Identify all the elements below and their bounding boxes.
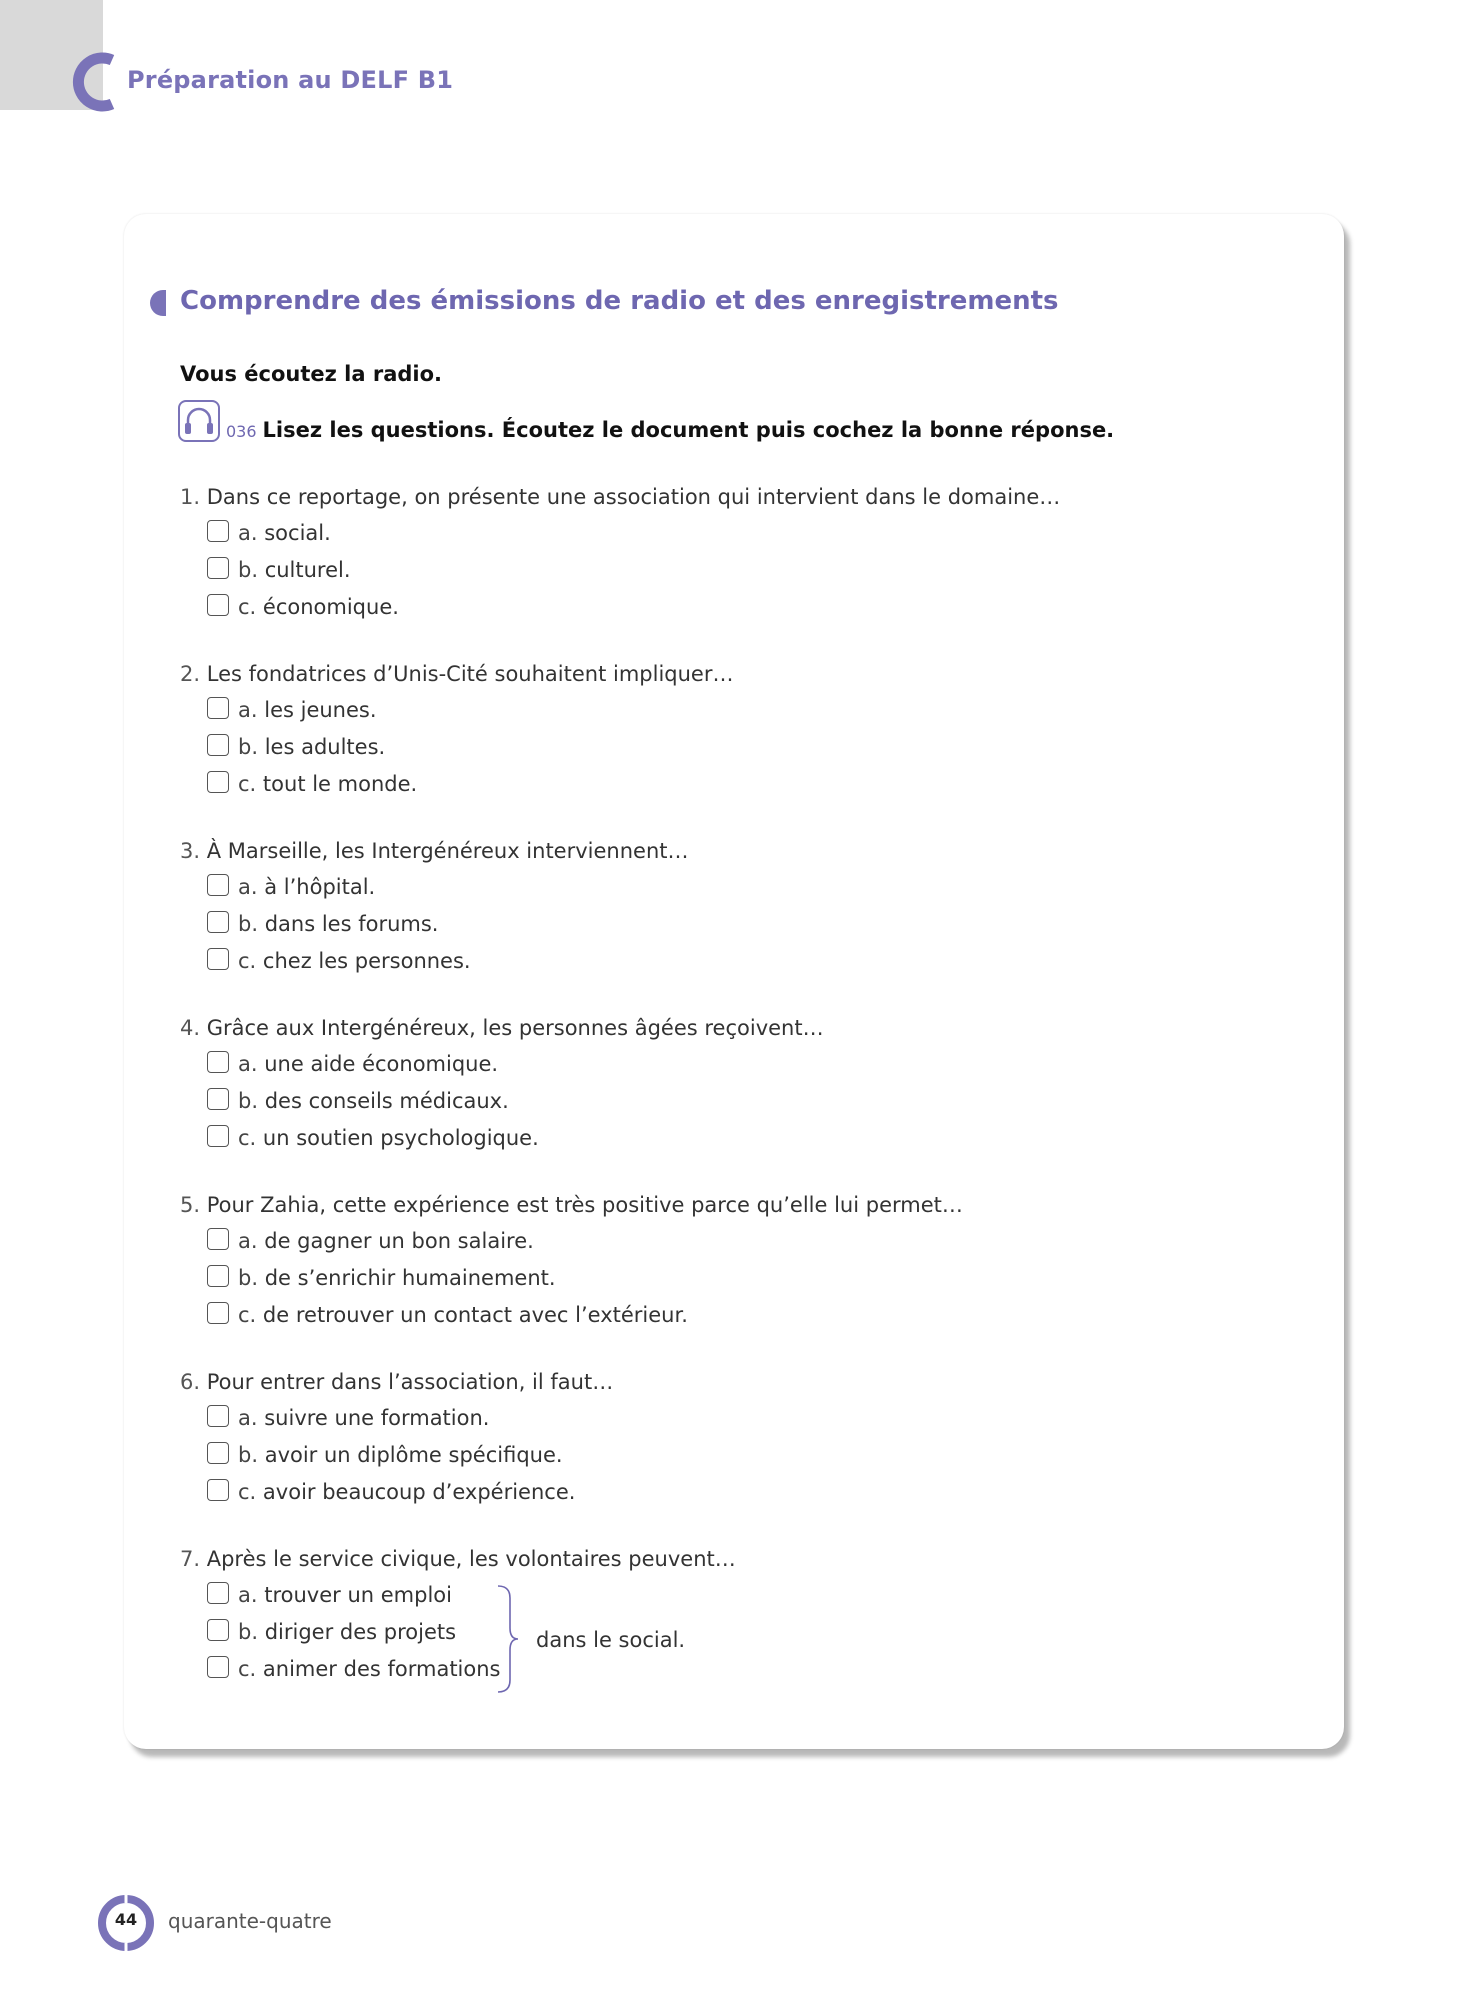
checkbox[interactable] [207,1088,229,1110]
option-text: dans les forums. [264,912,439,936]
instruction-line [226,418,1114,442]
option-letter: a. [238,521,258,545]
question-text [180,1013,1300,1049]
question-text [180,1367,1300,1403]
question-number: 4. [180,1016,201,1040]
section-title: Comprendre des émissions de radio et des enregistrements [180,286,1059,316]
question-text [180,1190,1300,1226]
option-text: des conseils médicaux. [264,1089,509,1113]
option-a[interactable] [180,695,1300,732]
option-letter: b. [238,1620,259,1644]
option-letter: b. [238,912,259,936]
option-a[interactable] [180,518,1300,555]
option-b[interactable] [180,1440,1300,1477]
option-text: trouver un emploi [264,1583,452,1607]
checkbox[interactable] [207,1265,229,1287]
question-number: 5. [180,1193,201,1217]
track-number: 036 [226,422,257,441]
option-letter: a. [238,698,258,722]
option-c[interactable] [180,592,1300,629]
option-text: économique. [262,595,399,619]
question-prompt: Grâce aux Intergénéreux, les personnes âgées reçoivent… [206,1016,824,1040]
question-1 [180,482,1300,659]
option-text: un soutien psychologique. [262,1126,539,1150]
headphone-icon[interactable] [178,400,220,442]
option-b[interactable] [180,555,1300,592]
header-arc-icon [70,52,130,112]
option-letter: b. [238,1266,259,1290]
checkbox[interactable] [207,520,229,542]
option-letter: a. [238,1229,258,1253]
option-letter: c. [238,1657,257,1681]
question-4 [180,1013,1300,1190]
option-a[interactable] [180,1049,1300,1086]
option-letter: c. [238,949,257,973]
option-letter: a. [238,1052,258,1076]
option-letter: a. [238,1583,258,1607]
question-7 [180,1544,1300,1721]
checkbox[interactable] [207,771,229,793]
option-b[interactable] [180,1086,1300,1123]
question-5 [180,1190,1300,1367]
question-prompt: Pour entrer dans l’association, il faut… [206,1370,614,1394]
question-text [180,659,1300,695]
question-list [180,482,1300,1721]
option-letter: c. [238,1126,257,1150]
checkbox[interactable] [207,594,229,616]
checkbox[interactable] [207,1582,229,1604]
option-text: animer des formations [262,1657,501,1681]
curly-brace-icon [496,1584,520,1694]
checkbox[interactable] [207,1125,229,1147]
question-number: 6. [180,1370,201,1394]
question-3 [180,836,1300,1013]
checkbox[interactable] [207,697,229,719]
option-letter: b. [238,558,259,582]
checkbox[interactable] [207,911,229,933]
option-letter: b. [238,735,259,759]
question-number: 3. [180,839,201,863]
option-letter: c. [238,1303,257,1327]
option-a[interactable] [180,1580,506,1617]
option-c[interactable] [180,1654,506,1691]
option-a[interactable] [180,1226,1300,1263]
option-text: avoir un diplôme spécifique. [264,1443,563,1467]
option-b[interactable] [180,1617,506,1654]
header-title: Préparation au DELF B1 [127,66,454,94]
option-text: les jeunes. [264,698,377,722]
option-letter: b. [238,1089,259,1113]
option-letter: c. [238,595,257,619]
question-text [180,1544,1300,1580]
option-letter: a. [238,875,258,899]
question-prompt: Pour Zahia, cette expérience est très positive parce qu’elle lui permet… [206,1193,963,1217]
option-letter: c. [238,772,257,796]
option-text: à l’hôpital. [264,875,376,899]
question-prompt: Après le service civique, les volontaires peuvent… [206,1547,736,1571]
option-text: une aide économique. [264,1052,499,1076]
question-prompt: Les fondatrices d’Unis-Cité souhaitent impliquer… [206,662,734,686]
question-text [180,836,1300,872]
question-6 [180,1367,1300,1544]
question-suffix: dans le social. [536,1628,686,1652]
question-prompt: Dans ce reportage, on présente une association qui intervient dans le domaine… [206,485,1061,509]
question-2 [180,659,1300,836]
option-b[interactable] [180,732,1300,769]
option-c[interactable] [180,1123,1300,1160]
option-text: diriger des projets [264,1620,457,1644]
option-text: de s’enrichir humainement. [264,1266,556,1290]
option-text: suivre une formation. [264,1406,490,1430]
checkbox[interactable] [207,557,229,579]
option-text: tout le monde. [262,772,418,796]
checkbox[interactable] [207,734,229,756]
option-b[interactable] [180,1263,1300,1300]
checkbox[interactable] [207,1302,229,1324]
checkbox[interactable] [207,948,229,970]
option-c[interactable] [180,1300,1300,1337]
checkbox[interactable] [207,1479,229,1501]
option-text: de retrouver un contact avec l’extérieur. [262,1303,688,1327]
page-number: 44 [114,1910,138,1929]
option-text: les adultes. [264,735,386,759]
option-text: chez les personnes. [262,949,471,973]
option-letter: c. [238,1480,257,1504]
option-text: avoir beaucoup d’expérience. [262,1480,576,1504]
checkbox[interactable] [207,1619,229,1641]
checkbox[interactable] [207,1405,229,1427]
page-number-words: quarante-quatre [168,1909,332,1933]
question-text [180,482,1300,518]
question-number: 1. [180,485,201,509]
checkbox[interactable] [207,874,229,896]
option-text: social. [264,521,331,545]
checkbox[interactable] [207,1442,229,1464]
checkbox[interactable] [207,1228,229,1250]
question-number: 2. [180,662,201,686]
instruction-text: Lisez les questions. Écoutez le document puis cochez la bonne réponse. [262,418,1115,442]
option-letter: b. [238,1443,259,1467]
option-a[interactable] [180,872,1300,909]
checkbox[interactable] [207,1656,229,1678]
checkbox[interactable] [207,1051,229,1073]
option-c[interactable] [180,1477,1300,1514]
question-prompt: À Marseille, les Intergénéreux interviennent… [206,839,689,863]
question-number: 7. [180,1547,201,1571]
option-text: de gagner un bon salaire. [264,1229,534,1253]
option-c[interactable] [180,946,1300,983]
option-letter: a. [238,1406,258,1430]
option-b[interactable] [180,909,1300,946]
option-a[interactable] [180,1403,1300,1440]
option-c[interactable] [180,769,1300,806]
option-text: culturel. [264,558,351,582]
intro-text: Vous écoutez la radio. [180,362,443,386]
